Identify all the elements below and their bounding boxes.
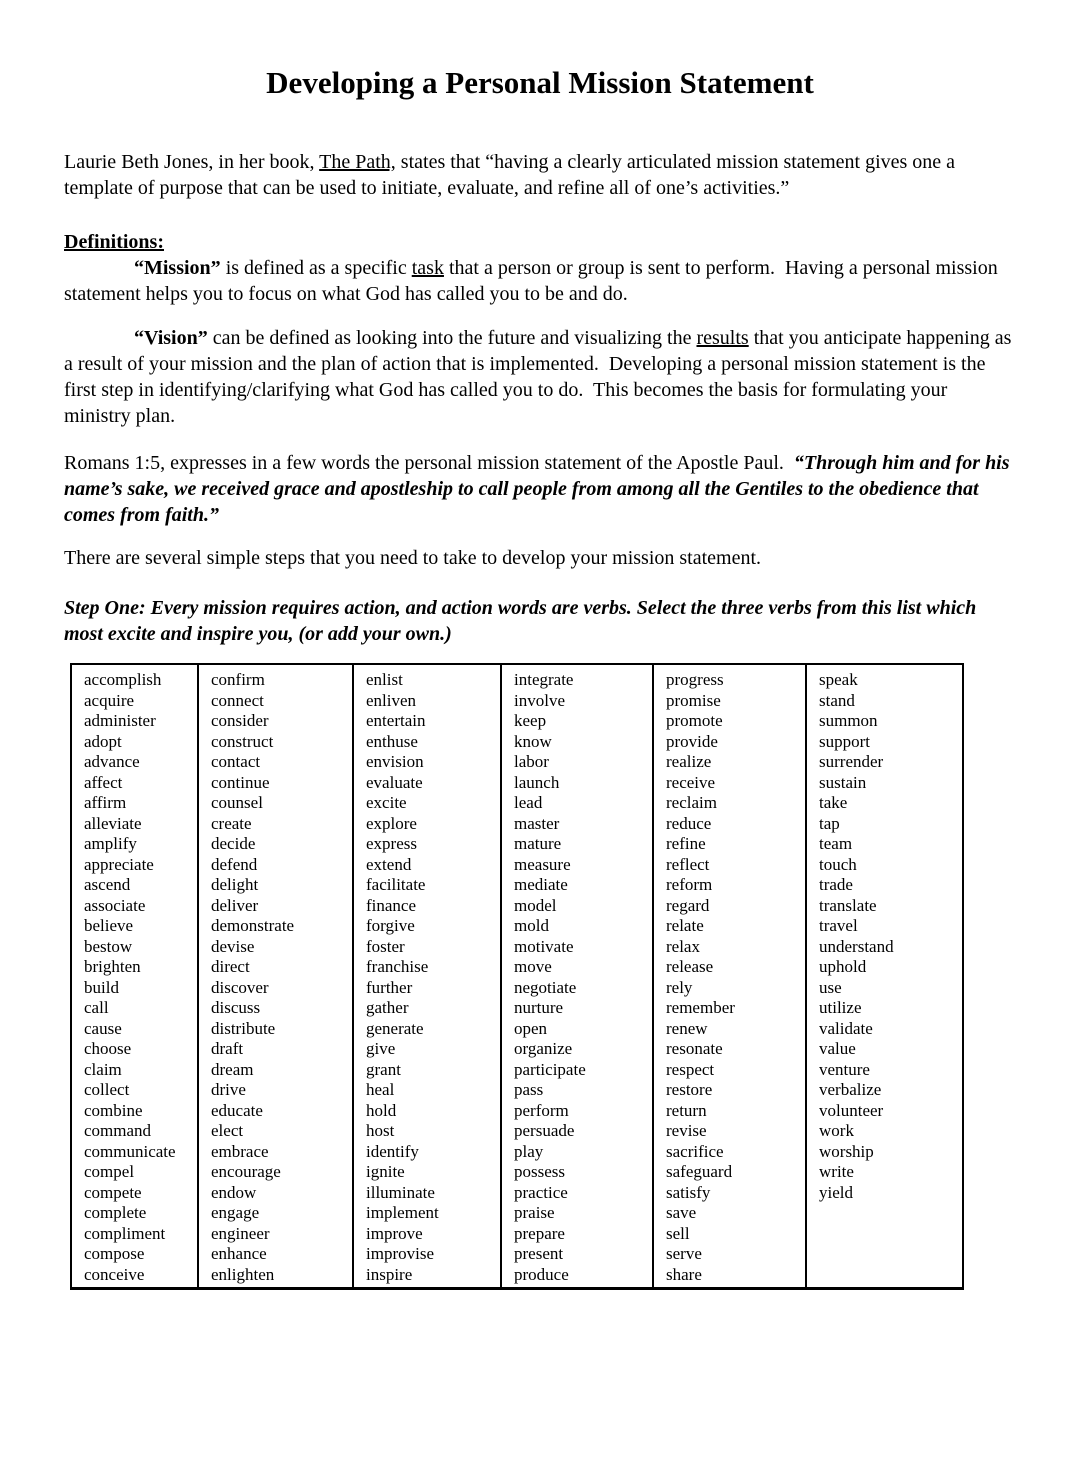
verb-item: illuminate	[366, 1182, 435, 1202]
verb-item: foster	[366, 936, 405, 956]
verb-item: decide	[211, 834, 256, 853]
verb-item: negotiate	[514, 977, 577, 997]
verb-item: return	[666, 1100, 707, 1120]
verb-item: defend	[211, 854, 258, 874]
verb-item: sacrifice	[666, 1141, 724, 1161]
verb-item: speak	[819, 670, 858, 689]
verb-item: affect	[84, 772, 123, 792]
vision-underlined-word: results	[696, 327, 749, 349]
verb-item: produce	[514, 1264, 569, 1284]
verb-item: relate	[666, 916, 704, 935]
verb-item: devise	[211, 936, 255, 956]
verb-item: associate	[84, 895, 146, 915]
verb-item: engage	[211, 1203, 260, 1222]
verb-item: grant	[366, 1059, 401, 1079]
verb-item: release	[666, 957, 714, 976]
verb-column-2	[197, 665, 352, 1287]
verb-item: save	[666, 1203, 697, 1222]
verb-item: compete	[84, 1182, 142, 1202]
romans-text: Romans 1:5, expresses in a few words the personal mission statement of the Apostle Paul.	[64, 452, 794, 474]
verb-item: further	[366, 977, 413, 997]
verb-item: utilize	[819, 998, 862, 1017]
verb-item: refine	[666, 834, 706, 853]
verb-item: administer	[84, 711, 156, 730]
verb-item: endow	[211, 1182, 257, 1202]
verb-item: team	[819, 834, 853, 853]
verb-item: conceive	[84, 1264, 145, 1284]
vision-text-end: that you anticipate happening as a result of your mission and the plan of action that is implemented. Developing a personal mission statement is the first step in identifying/clarifying what God has called you to do. This becomes the basis for formulating your ministry plan.	[64, 327, 1017, 427]
verb-item: present	[514, 1244, 564, 1263]
verb-item: accomplish	[84, 670, 162, 689]
verb-column-3	[352, 665, 500, 1287]
verb-item: launch	[514, 772, 560, 792]
verb-item: improvise	[366, 1244, 434, 1263]
verb-item: respect	[666, 1059, 715, 1079]
steps-intro-paragraph: There are several simple steps that you need to take to develop your mission statement.	[64, 547, 762, 569]
mission-underlined-word: task	[411, 257, 444, 279]
verb-item: enthuse	[366, 731, 418, 751]
verb-item: explore	[366, 813, 417, 833]
verb-item: distribute	[211, 1018, 276, 1038]
verb-item: tap	[819, 813, 840, 833]
verb-item: lead	[514, 793, 543, 812]
verb-table	[70, 663, 964, 1290]
verb-item: labor	[514, 752, 549, 771]
verb-column-6	[805, 665, 962, 1287]
verb-item: practice	[514, 1182, 568, 1202]
verb-item: improve	[366, 1223, 423, 1243]
verb-item: heal	[366, 1080, 395, 1099]
verb-item: appreciate	[84, 854, 154, 874]
verb-item: reduce	[666, 813, 712, 833]
verb-item: delight	[211, 875, 259, 894]
verb-item: brighten	[84, 957, 141, 976]
verb-item: compliment	[84, 1223, 166, 1243]
verb-item: trade	[819, 875, 853, 894]
verb-item: nurture	[514, 998, 564, 1017]
verb-item: mature	[514, 834, 562, 853]
verb-item: advance	[84, 752, 140, 771]
page-title: Developing a Personal Mission Statement	[266, 65, 814, 100]
vision-text-start: can be defined as looking into the future and visualizing the	[207, 327, 697, 349]
verb-item: participate	[514, 1059, 586, 1079]
verb-item: deliver	[211, 895, 259, 915]
verb-item: affirm	[84, 793, 127, 812]
verb-item: alleviate	[84, 813, 142, 833]
verb-item: motivate	[514, 936, 574, 956]
verb-column-4	[500, 665, 652, 1287]
verb-item: touch	[819, 854, 857, 874]
verb-item: relax	[666, 936, 700, 956]
verb-item: enlighten	[211, 1264, 275, 1284]
verb-item: move	[514, 957, 552, 976]
verb-item: support	[819, 731, 870, 751]
romans-paragraph	[64, 450, 1016, 528]
verb-item: express	[366, 834, 417, 853]
verb-item: choose	[84, 1039, 132, 1058]
verb-item: write	[819, 1162, 854, 1181]
verb-item: serve	[666, 1244, 702, 1263]
verb-item: implement	[366, 1203, 439, 1222]
verb-item: complete	[84, 1203, 147, 1222]
intro-paragraph	[64, 149, 1016, 201]
verb-item: amplify	[84, 834, 137, 853]
vision-definition-paragraph	[64, 325, 1016, 429]
verb-item: combine	[84, 1100, 143, 1120]
verb-item: gather	[366, 998, 409, 1017]
verb-item: perform	[514, 1100, 569, 1120]
verb-item: mold	[514, 916, 549, 935]
verb-item: rely	[666, 977, 693, 997]
verb-item: safeguard	[666, 1162, 733, 1181]
verb-item: contact	[211, 752, 261, 771]
verb-item: forgive	[366, 916, 415, 935]
verb-item: realize	[666, 752, 712, 771]
verb-item: draft	[211, 1039, 244, 1058]
verb-item: generate	[366, 1018, 424, 1038]
verb-item: identify	[366, 1141, 419, 1161]
verb-item: promote	[666, 711, 723, 730]
verb-item: volunteer	[819, 1100, 884, 1120]
verb-item: mediate	[514, 875, 568, 894]
verb-item: franchise	[366, 957, 429, 976]
verb-item: host	[366, 1121, 395, 1140]
verb-item: construct	[211, 731, 274, 751]
verb-item: cause	[84, 1018, 122, 1038]
verb-item: progress	[666, 670, 724, 689]
verb-item: entertain	[366, 711, 426, 730]
verb-item: inspire	[366, 1264, 413, 1284]
verb-item: hold	[366, 1100, 397, 1120]
verb-item: travel	[819, 916, 858, 935]
verb-item: discover	[211, 977, 269, 997]
verb-item: open	[514, 1018, 548, 1038]
verb-item: remember	[666, 998, 735, 1017]
verb-item: stand	[819, 690, 855, 710]
verb-item: resonate	[666, 1039, 723, 1058]
verb-item: know	[514, 731, 552, 751]
verb-item: take	[819, 793, 848, 812]
verb-item: extend	[366, 854, 412, 874]
verb-item: collect	[84, 1080, 130, 1099]
verb-item: create	[211, 813, 252, 833]
verb-column-5	[652, 665, 805, 1287]
mission-text-start: is defined as a specific	[220, 257, 412, 279]
verb-item: validate	[819, 1018, 873, 1038]
verb-item: work	[819, 1121, 854, 1140]
verb-item: possess	[514, 1162, 566, 1181]
verb-item: command	[84, 1121, 152, 1140]
verb-item: promise	[666, 690, 721, 710]
verb-item: translate	[819, 895, 877, 915]
verb-item: drive	[211, 1080, 246, 1099]
verb-item: understand	[819, 936, 894, 956]
verb-item: direct	[211, 957, 250, 976]
verb-item: connect	[211, 690, 264, 710]
verb-item: revise	[666, 1121, 707, 1140]
verb-item: communicate	[84, 1141, 176, 1161]
verb-item: venture	[819, 1059, 870, 1079]
verb-item: praise	[514, 1203, 555, 1222]
intro-text-end: states that “having a clearly articulated mission statement gives one a template of purpose that can be used to initiate, evaluate, and refine all of one’s activities.”	[64, 151, 961, 199]
document-page	[0, 64, 1088, 1290]
verb-item: excite	[366, 793, 407, 812]
verb-item: sustain	[819, 772, 867, 792]
verb-item: compose	[84, 1244, 145, 1263]
verb-item: claim	[84, 1059, 122, 1079]
verb-item: uphold	[819, 957, 867, 976]
verb-item: sell	[666, 1223, 690, 1243]
verb-item: prepare	[514, 1223, 565, 1243]
verb-item: measure	[514, 854, 571, 874]
verb-item: provide	[666, 731, 718, 751]
verb-column-1	[72, 665, 197, 1287]
book-title: The Path,	[319, 151, 396, 173]
verb-item: keep	[514, 711, 547, 730]
verb-item: integrate	[514, 670, 574, 689]
verb-item: ascend	[84, 875, 131, 894]
verb-item: evaluate	[366, 772, 423, 792]
verb-item: bestow	[84, 936, 133, 956]
verb-item: restore	[666, 1080, 713, 1099]
verb-item: engineer	[211, 1223, 270, 1243]
verb-item: value	[819, 1039, 856, 1058]
vision-term: “Vision”	[134, 327, 208, 349]
verb-item: discuss	[211, 998, 261, 1017]
verb-item: satisfy	[666, 1182, 711, 1202]
verb-item: reclaim	[666, 793, 717, 812]
verb-item: give	[366, 1039, 396, 1058]
verb-item: adopt	[84, 731, 122, 751]
definitions-heading: Definitions:	[64, 231, 164, 253]
verb-item: organize	[514, 1039, 573, 1058]
verb-item: dream	[211, 1059, 254, 1079]
verb-item: regard	[666, 895, 710, 915]
verb-item: reflect	[666, 854, 710, 874]
verb-item: compel	[84, 1162, 135, 1181]
verb-item: demonstrate	[211, 916, 295, 935]
verb-item: reform	[666, 875, 713, 894]
verb-item: share	[666, 1264, 702, 1284]
step-one-paragraph: Step One: Every mission requires action, and action words are verbs. Select the three verbs from this list which most excite and inspire you, (or add your own.)	[64, 597, 982, 645]
verb-item: elect	[211, 1121, 244, 1140]
mission-text-end: that a person or group is sent to perform. Having a personal mission statement helps you to focus on what God has called you to be and do.	[64, 257, 1003, 305]
verb-item: summon	[819, 711, 878, 730]
verb-item: encourage	[211, 1162, 281, 1181]
verb-item: surrender	[819, 752, 884, 771]
verb-item: embrace	[211, 1141, 269, 1161]
verb-item: verbalize	[819, 1080, 882, 1099]
verb-item: renew	[666, 1018, 708, 1038]
verb-item: play	[514, 1141, 544, 1161]
verb-item: use	[819, 977, 842, 997]
verb-item: enliven	[366, 690, 417, 710]
verb-item: persuade	[514, 1121, 575, 1140]
verb-item: believe	[84, 916, 134, 935]
mission-definition-paragraph	[64, 255, 1016, 307]
verb-item: worship	[819, 1141, 874, 1161]
verb-item: model	[514, 895, 557, 915]
intro-text-start: Laurie Beth Jones, in her book,	[64, 151, 320, 173]
verb-item: counsel	[211, 793, 263, 812]
verb-item: pass	[514, 1080, 544, 1099]
verb-item: enhance	[211, 1244, 267, 1263]
verb-item: build	[84, 977, 119, 997]
verb-item: envision	[366, 752, 424, 771]
romans-quote: “Through him and for his name’s sake, we received grace and apostleship to call people from among all the Gentiles to the obedience that comes from faith.”	[64, 452, 1015, 526]
verb-item: call	[84, 998, 109, 1017]
verb-item: educate	[211, 1100, 263, 1120]
verb-item: facilitate	[366, 875, 426, 894]
verb-item: continue	[211, 772, 270, 792]
verb-item: receive	[666, 772, 716, 792]
verb-item: finance	[366, 895, 417, 915]
verb-item: acquire	[84, 690, 135, 710]
verb-item: involve	[514, 690, 565, 710]
verb-item: confirm	[211, 670, 265, 689]
verb-item: master	[514, 813, 560, 833]
verb-item: yield	[819, 1182, 853, 1202]
verb-item: consider	[211, 711, 269, 730]
verb-item: ignite	[366, 1162, 405, 1181]
mission-term: “Mission”	[134, 257, 221, 279]
verb-item: enlist	[366, 670, 403, 689]
